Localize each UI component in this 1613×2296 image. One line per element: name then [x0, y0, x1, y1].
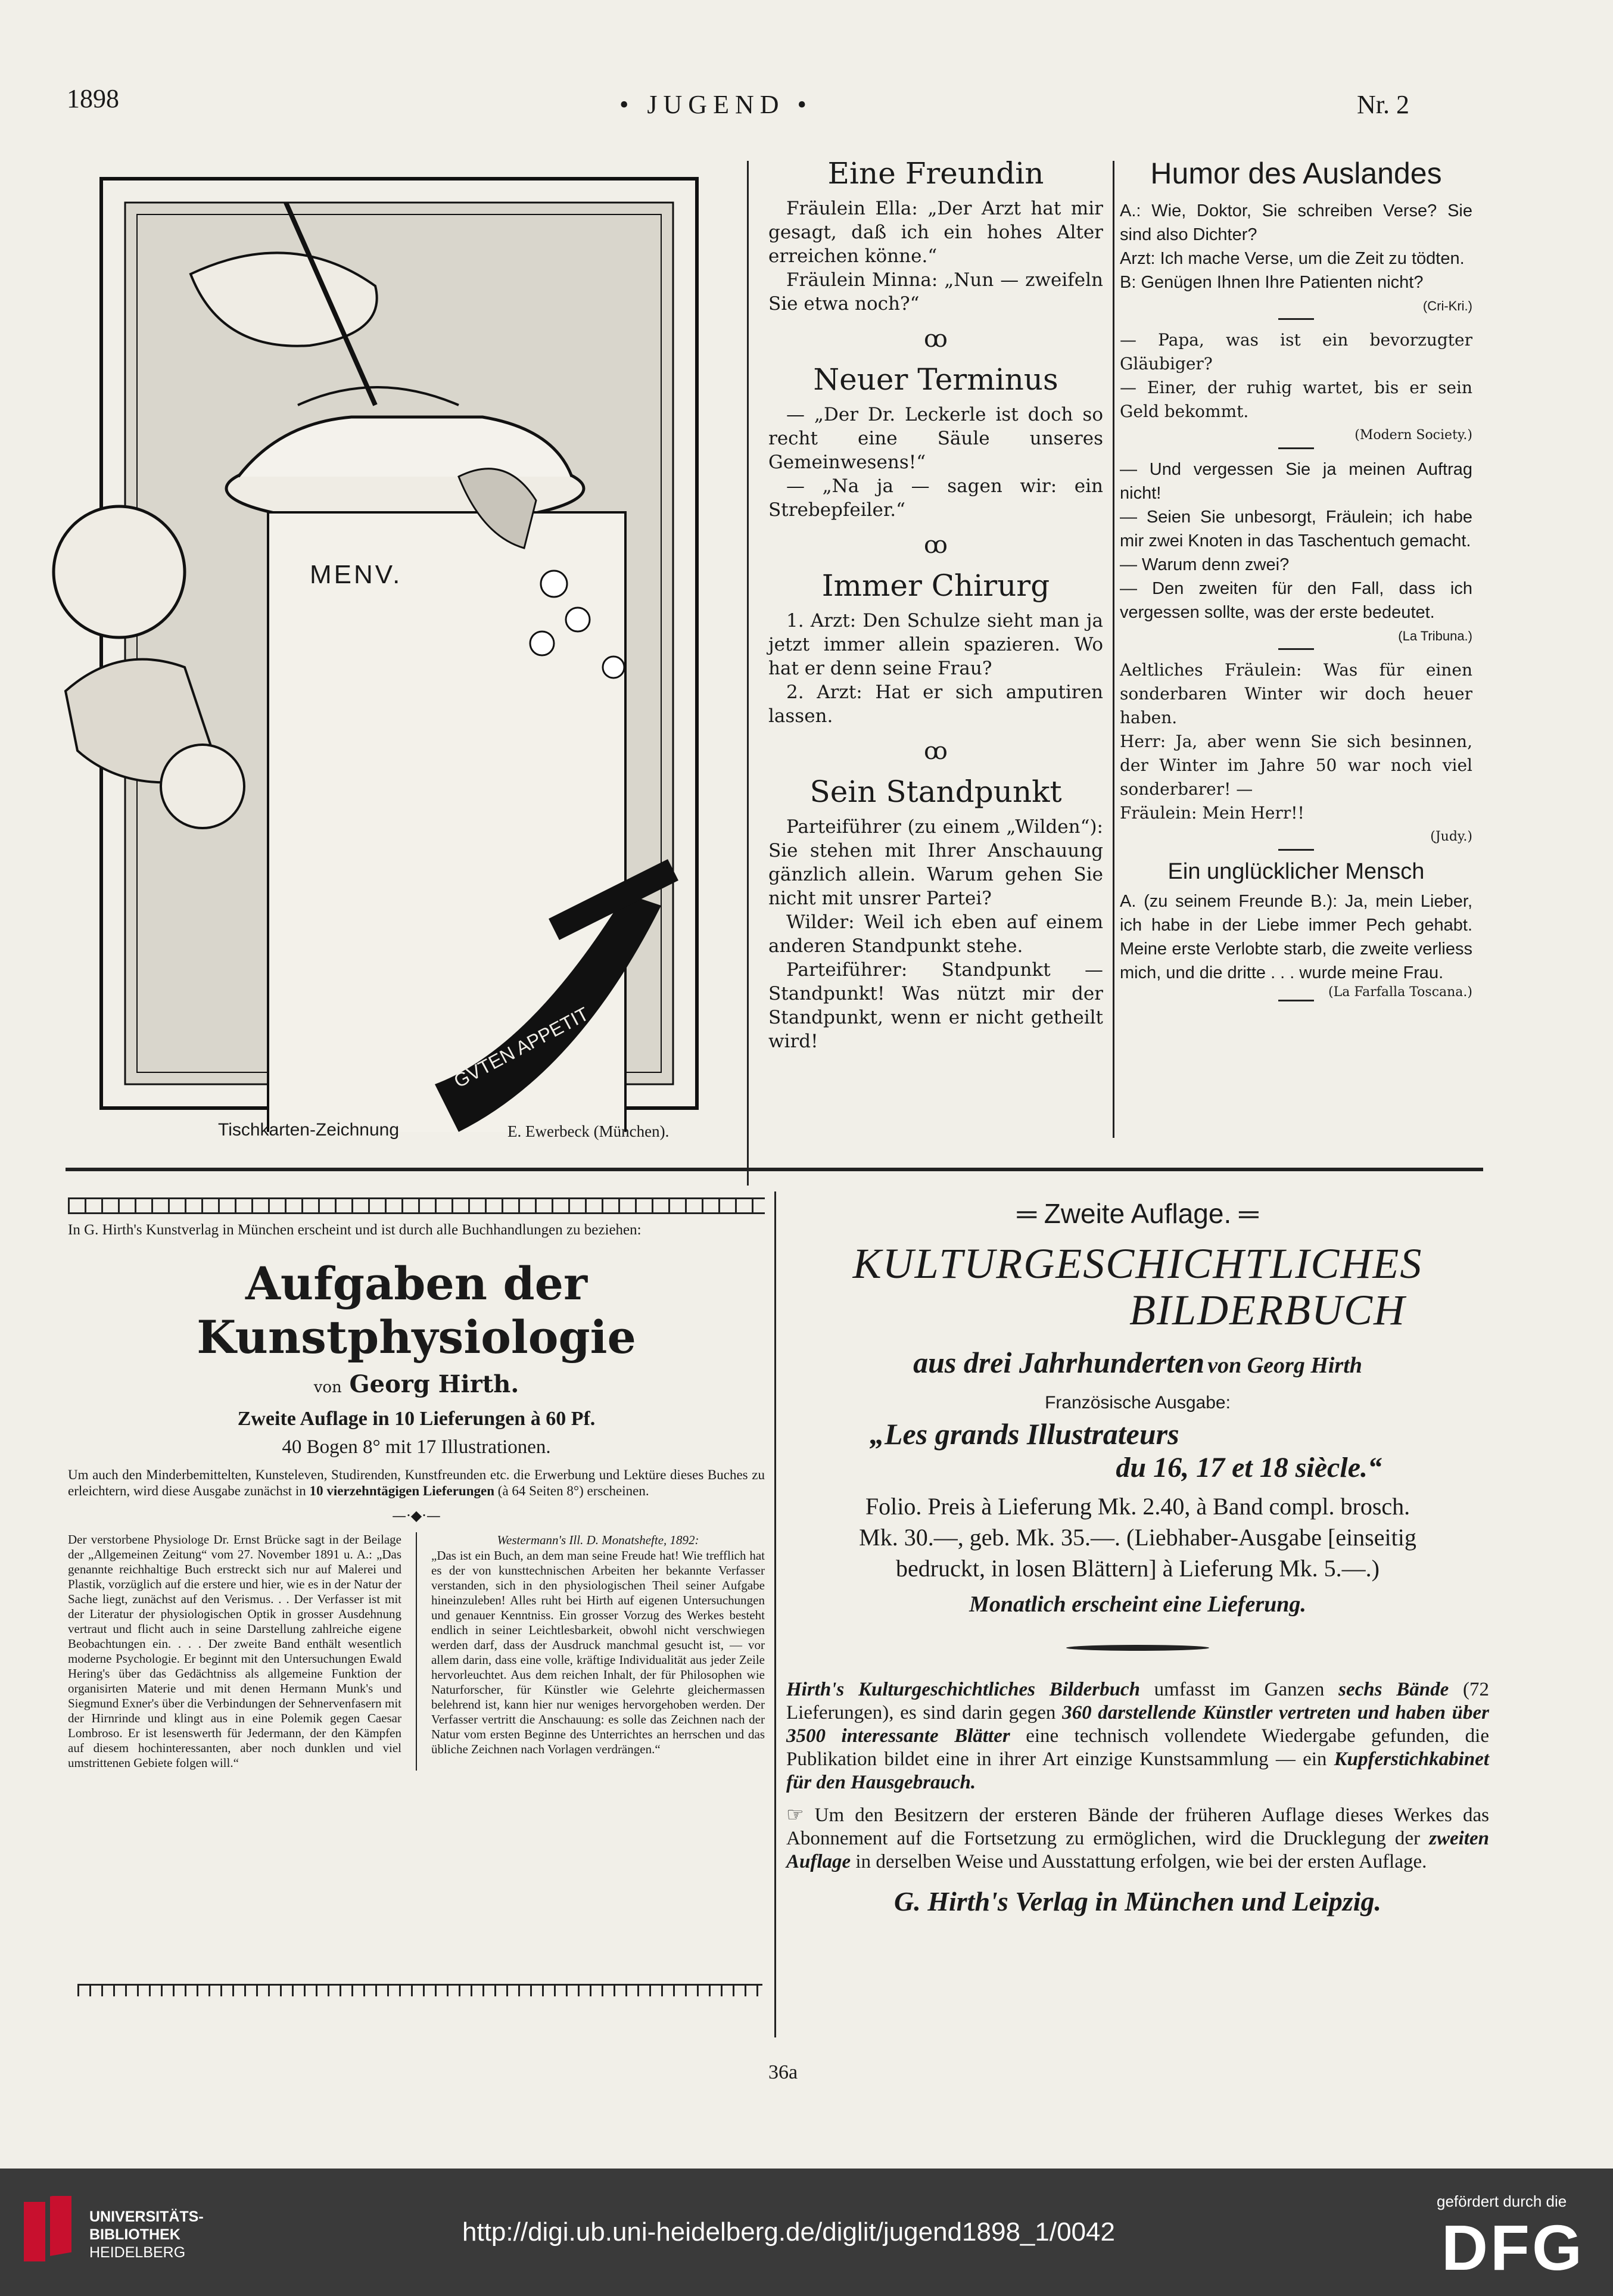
ad-note-bold: 10 vierzehntägigen Lieferungen — [309, 1483, 495, 1498]
joke-line: Fräulein: Mein Herr!! — [1120, 803, 1304, 823]
book-ad — [68, 1221, 765, 1771]
paragraph: Parteiführer: Standpunkt — Standpunkt! Was nützt mir der Standpunkt, wenn er nicht getheilt wird! — [768, 959, 1103, 1052]
paragraph: Wilder: Weil ich eben auf einem anderen Standpunkt stehe. — [768, 911, 1103, 957]
section-subtitle: Ein unglücklicher Mensch — [1167, 859, 1425, 884]
joke-block — [1120, 199, 1472, 313]
ornament: ꝏ — [924, 738, 948, 765]
section-title: Neuer Terminus — [813, 362, 1058, 397]
notice-text: in derselben Weise und Ausstattung erfolgen, wie bei der ersten Auflage. — [851, 1851, 1427, 1872]
paragraph: — „Der Dr. Leckerle ist doch so recht eine Säule unseres Gemeinwesens!“ — [768, 404, 1103, 473]
ad-edition: Zweite Auflage in 10 Lieferungen à 60 Pf. — [237, 1408, 596, 1430]
french-label: Französische Ausgabe: — [1045, 1393, 1231, 1413]
illustration-caption: Tischkarten-Zeichnung — [218, 1120, 400, 1140]
section-rule — [66, 1168, 1483, 1171]
page-number: 36a — [768, 2061, 798, 2083]
ornament: ꝏ — [924, 325, 948, 353]
logo-line: UNIVERSITÄTS- — [89, 2208, 204, 2225]
ornament-border — [77, 1984, 762, 1996]
joke-text: A. (zu seinem Freunde B.): Ja, mein Lieber, ich habe in der Liebe immer Pech gehabt. Meine erste Verlobte starb, die zweite verliess mich, und die dritte . . . wurde meine Frau. — [1120, 892, 1472, 982]
section-title: Sein Standpunkt — [809, 774, 1062, 809]
desc-title: Hirth's Kulturgeschichtliches Bilderbuch — [786, 1679, 1140, 1700]
source: (Modern Society.) — [1354, 428, 1472, 443]
desc-emph: Kupferstichkabinet für den Hausgebrauch. — [786, 1749, 1489, 1793]
paragraph: 1. Arzt: Den Schulze sieht man ja jetzt immer allein spazieren. Wo hat er denn seine Frau? — [768, 610, 1103, 679]
section-title: Immer Chirurg — [821, 568, 1050, 603]
flourish — [1066, 1645, 1209, 1651]
paragraph: Fräulein Minna: „Nun — zweifeln Sie etwa noch?“ — [768, 269, 1103, 315]
joke-line: Herr: Ja, aber wenn Sie sich besinnen, der Winter im Jahre 50 war noch viel sonderbarer! — — [1120, 732, 1472, 799]
column-rule — [774, 1191, 776, 2037]
illustration — [42, 155, 715, 1132]
bilderbuch-ad — [786, 1197, 1489, 1917]
source: (La Tribuna.) — [1398, 629, 1472, 643]
ad-by: von — [313, 1379, 342, 1396]
divider — [1278, 1000, 1314, 1001]
logo-line: BIBLIOTHEK — [89, 2226, 180, 2243]
ad-title: Aufgaben der Kunstphysiologie — [197, 1257, 636, 1364]
ad-subtitle: aus drei Jahrhunderten — [913, 1346, 1205, 1379]
divider — [1278, 318, 1314, 320]
paragraph: Parteiführer (zu einem „Wilden“): Sie stehen mit Ihrer Anschauung gänzlich allein. Warum gehen Sie nicht mit unsrer Partei? — [768, 816, 1103, 909]
section-title: Eine Freundin — [827, 156, 1044, 191]
source: (La Farfalla Toscana.) — [1328, 985, 1472, 1000]
logo-line: HEIDELBERG — [89, 2244, 186, 2261]
joke-line: — Papa, was ist ein bevorzugter Gläubiger? — [1120, 330, 1472, 374]
price-line: Mk. 30.—, geb. Mk. 35.—. (Liebhaber-Ausgabe [einseitig — [859, 1524, 1416, 1551]
joke-block — [1120, 328, 1472, 443]
middle-column — [768, 156, 1103, 1053]
ad-description — [786, 1678, 1489, 1794]
column-rule — [416, 1532, 417, 1771]
menu-label: MENV. — [310, 560, 403, 589]
joke-line: A.: Wie, Doktor, Sie schreiben Verse? Sie sind also Dichter? — [1120, 201, 1472, 244]
ribbon-text: GVTEN APPETIT — [450, 1003, 593, 1092]
review-westermann: „Das ist ein Buch, an dem man seine Freude hat! Wie trefflich hat es der von kunsttechnischen Arbeiten her bekannte Verfasser verstanden, sich in den physiologischen Theil seiner Aufgabe hineinzuleben! Alles ruht bei Hirth auf eigenen Untersuchungen und genauer Kenntniss. Ein grosser Vorzug des Werkes besteht endlich in seiner Leichtlesbarkeit, obwohl nicht verschwiegen werden darf, dass der Ausdruck manchmal gesucht ist, — vor allem darin, dass eine volle, kräftige Individualität aus jeder Zeile hervorleuchtet. Aus dem reichen Inhalt, der für Philosophen wie Naturforscher, für Künstler wie Gelehrte gleichermassen belehrend ist, kann hier nur weniges hervorgehoben werden. Der Verfasser vertritt die Anschauung: es solle das Zeichnen nach der Natur vom ersten Beginne des Unterrichtes an herrschen und das übliche Zeichnen nach Vorlagen verdrängen.“ — [431, 1548, 765, 1756]
column-rule — [1113, 161, 1114, 1138]
joke-line: — Seien Sie unbesorgt, Fräulein; ich habe mir zwei Knoten in das Taschentuch gemacht. — [1120, 508, 1472, 550]
issue-number: Nr. 2 — [1357, 90, 1409, 119]
dfg-logo: DFG — [1441, 2211, 1584, 2283]
funded-label: gefördert durch die — [1437, 2192, 1567, 2210]
viewer-footer — [0, 2169, 1613, 2296]
permalink[interactable]: http://digi.ub.uni-heidelberg.de/diglit/jugend1898_1/0042 — [462, 2217, 1115, 2247]
price-line: bedruckt, in losen Blättern] à Lieferung Mk. 5.—.) — [896, 1555, 1380, 1582]
desc-text: umfasst im Ganzen — [1139, 1679, 1339, 1700]
joke-line: — Warum denn zwei? — [1120, 555, 1290, 574]
monthly-note: Monatlich erscheint eine Lieferung. — [969, 1592, 1306, 1617]
source: (Judy.) — [1430, 829, 1472, 844]
notice-text: ☞ Um den Besitzern der ersteren Bände der früheren Auflage dieses Werkes das Abonnement auf die Fortsetzung zu ermöglichen, wird die Drucklegung der — [786, 1805, 1489, 1849]
notice-emph: zweiten Auflage — [786, 1828, 1489, 1872]
flourish: —·◆·— — [392, 1507, 441, 1524]
ad-notice — [786, 1804, 1489, 1874]
section-title: Humor des Auslandes — [1150, 157, 1442, 190]
ad-author: Georg Hirth. — [349, 1370, 519, 1398]
joke-line: — Einer, der ruhig wartet, bis er sein Geld bekommt. — [1120, 378, 1472, 421]
ornament: ꝏ — [924, 531, 948, 559]
desc-text: eine technisch vollendete Wiedergabe gefunden, die Publikation bildet eine in ihrer Art einzige Kunstsammlung — ein — [786, 1725, 1489, 1770]
review-bruecke: Der verstorbene Physiologe Dr. Ernst Brücke sagt in der Beilage der „Allgemeinen Zeitung“ vom 27. November 1891 u. A.: „Das genannte reichhaltige Buch erstreckt sich nur auf Malerei und Plastik, vorzüglich auf die erstere und hier, wie es in der Natur der Sache liegt, zunächst auf den Verismus. . . Der Verfasser ist mit der Literatur der physiologischen Optik in grosser Ausdehnung vertraut und flicht auch in seine Darstellung zahlreiche eigene Beobachtungen ein. . . . Der zweite Band enthält wesentlich moderne Psychologie. Er beginnt mit den Untersuchungen Ewald Hering's über das Gedächtniss als allgemeine Funktion der organisirten Materie und mit denen Hermann Munk's und Siegmund Exner's über die Verbindungen der Sehnervenfasern mit der Hirnrinde und klingt aus in eine Polemik gegen Caesar Lombroso. Er ist lesenswerth für Jedermann, der den Kämpfen auf diesem hochinteressanten, aber noch dunklen und viel umstrittenen Gebiete folgen will.“ — [68, 1532, 401, 1770]
ad-banner: ═ Zweite Auflage. ═ — [1017, 1198, 1259, 1229]
review-source: Westermann's Ill. D. Monatshefte, 1892: — [497, 1533, 699, 1547]
joke-block — [1120, 458, 1472, 643]
price-line: Folio. Preis à Lieferung Mk. 2.40, à Band compl. brosch. — [865, 1493, 1410, 1520]
desc-text: (72 Lieferungen), es sind darin gegen — [786, 1679, 1489, 1723]
source: (Cri-Kri.) — [1422, 298, 1472, 313]
ornament-border — [68, 1197, 765, 1214]
column-rule — [747, 161, 749, 1186]
library-logo-icon — [19, 2196, 76, 2267]
year: 1898 — [67, 84, 119, 113]
ad-title-2: BILDERBUCH — [1129, 1286, 1406, 1334]
joke-line: B: Genügen Ihnen Ihre Patienten nicht? — [1120, 273, 1424, 292]
joke-line: — Den zweiten für den Fall, dass ich vergessen sollte, was der erste bedeutet. — [1120, 579, 1472, 622]
ad-extent: 40 Bogen 8° mit 17 Illustrationen. — [282, 1436, 551, 1458]
french-title-2: du 16, 17 et 18 siècle.“ — [1116, 1452, 1382, 1483]
joke-line: Aeltliches Fräulein: Was für einen sonderbaren Winter wir doch heuer haben. — [1120, 660, 1472, 727]
paragraph: — „Na ja — sagen wir: ein Strebepfeiler.“ — [768, 475, 1103, 521]
desc-emph: sechs Bände — [1338, 1679, 1449, 1700]
menu-card-drawing — [42, 155, 715, 1132]
divider — [1278, 849, 1314, 851]
french-title-1: „Les grands Illustrateurs — [870, 1417, 1179, 1451]
illustration-artist: E. Ewerbeck (München). — [507, 1122, 670, 1140]
ad-by: von Georg Hirth — [1207, 1353, 1362, 1378]
joke-block — [1120, 658, 1472, 844]
paragraph: 2. Arzt: Hat er sich amputiren lassen. — [768, 682, 1103, 727]
ad-note-end: (à 64 Seiten 8°) erscheinen. — [497, 1483, 649, 1498]
joke-line: — Und vergessen Sie ja meinen Auftrag nicht! — [1120, 460, 1472, 503]
paragraph: Fräulein Ella: „Der Arzt hat mir gesagt, daß ich ein hohes Alter erreichen könne.“ — [768, 198, 1103, 267]
ad-intro: In G. Hirth's Kunstverlag in München erscheint und ist durch alle Buchhandlungen zu beziehen: — [68, 1222, 642, 1238]
desc-emph: 360 darstellende Künstler vertreten und haben über 3500 interessante Blätter — [786, 1702, 1489, 1747]
journal-title: • JUGEND • — [619, 90, 812, 119]
divider — [1278, 447, 1314, 449]
publisher: G. Hirth's Verlag in München und Leipzig. — [894, 1886, 1381, 1917]
divider — [1278, 648, 1314, 650]
right-column — [1120, 156, 1472, 1010]
ad-title-1: KULTURGESCHICHTLICHES — [852, 1240, 1423, 1287]
ad-note: Um auch den Minderbemittelten, Kunsteleven, Studirenden, Kunstfreunden etc. die Erwerbung und Lektüre dieses Buches zu erleichtern, wird diese Ausgabe zunächst in — [68, 1467, 765, 1498]
joke-line: Arzt: Ich mache Verse, um die Zeit zu tödten. — [1120, 249, 1465, 268]
